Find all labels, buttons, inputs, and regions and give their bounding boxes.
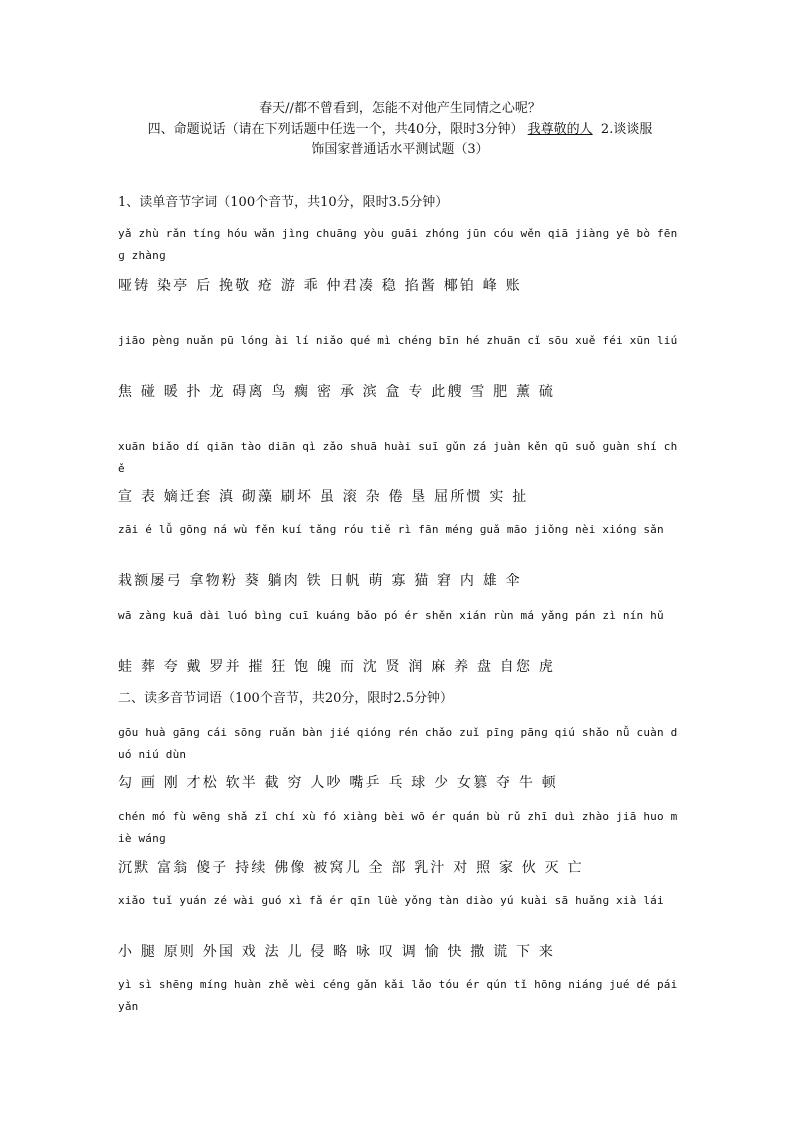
pinyin-row: xiǎo tuǐ yuán zé wài ɡuó xì fǎ ér qīn lüè yǒnɡ tàn diào yú kuài sā huǎnɡ xià lái xyxy=(118,894,664,907)
hanzi-row: 宣 表 嫡迁套 滇 砌藻 刷坏 虽 滚 杂 倦 垦 屈所惯 实 扯 xyxy=(118,489,529,505)
pinyin-row: ɡōu huà ɡānɡ cái sōnɡ ruǎn bàn jié qiónɡ rén chǎo zuǐ pīnɡ pānɡ qiú shǎo nǚ cuàn duó niú dùn xyxy=(118,726,678,761)
header-line-2-suffix: 2.谈谈服 xyxy=(600,122,653,137)
header-line-2-prefix: 四、命题说话（请在下列话题中任选一个，共40分，限时3分钟） xyxy=(147,122,524,137)
pinyin-row: yǎ zhù rǎn tínɡ hóu wǎn jìnɡ chuānɡ yòu ɡuāi zhónɡ jūn cóu wěn qiā jiànɡ yē bò fēnɡ zhànɡ xyxy=(118,227,678,262)
hanzi-row: 沉默 富翁 傻子 持续 佛像 被窝儿 全 部 乳汁 对 照 家 伙 灭 亡 xyxy=(118,860,584,876)
header-line-2 xyxy=(110,120,690,139)
pinyin-row: zāi é lǚ ɡōnɡ ná wù fěn kuí tǎnɡ róu tiě rì fān ménɡ ɡuǎ māo jiǒnɡ nèi xiónɡ sǎn xyxy=(118,523,664,536)
section-2-title: 二、读多音节词语（100个音节，共20分，限时2.5分钟） xyxy=(118,691,454,706)
pinyin-row: wā zànɡ kuā dài luó bìnɡ cuī kuánɡ bǎo pó ér shěn xián rùn má yǎnɡ pán zì nín hǔ xyxy=(118,609,664,622)
topic-underlined: 我尊敬的人 xyxy=(527,122,593,137)
pinyin-row: yì sì shēnɡ mínɡ huàn zhě wèi cénɡ ɡǎn kǎi lǎo tóu ér qún tǐ hōnɡ niánɡ jué dé pái yǎn xyxy=(118,978,678,1013)
section-1-title: 1、读单音节字词（100个音节，共10分，限时3.5分钟） xyxy=(118,195,449,210)
hanzi-row: 焦 碰 暖 扑 龙 碍离 鸟 瘸 密 承 滨 盒 专 此艘 雪 肥 薰 硫 xyxy=(118,384,556,400)
pinyin-row: xuān biǎo dí qiān tào diān qì zǎo shuā huài suī ɡǔn zá juàn kěn qū suǒ ɡuàn shí chě xyxy=(118,440,678,475)
pinyin-row: jiāo pènɡ nuǎn pū lónɡ ài lí niǎo qué mì chénɡ bīn hé zhuān cǐ sōu xuě féi xūn liú xyxy=(118,334,678,347)
header-line-3: 饰国家普通话水平测试题（3） xyxy=(311,142,489,157)
header-line-1: 春天//都不曾看到，怎能不对他产生同情之心呢？ xyxy=(259,101,541,116)
hanzi-row: 勾 画 刚 才松 软半 截 穷 人吵 嘴乒 乓 球 少 女篡 夺 牛 顿 xyxy=(118,775,558,791)
pinyin-row: chén mó fù wēnɡ shǎ zǐ chí xù fó xiànɡ bèi wō ér quán bù rǔ zhī duì zhào jiā huo miè wánɡ xyxy=(118,810,678,845)
hanzi-row: 蛙 葬 夸 戴 罗并 摧 狂 饱 魄 而 沈 贤 润 麻 养 盘 自您 虎 xyxy=(118,659,556,675)
hanzi-row: 栽额屡弓 拿物粉 葵 躺肉 铁 日帆 萌 寡 猫 窘 内 雄 伞 xyxy=(118,573,522,589)
hanzi-row: 小 腿 原则 外国 戏 法 儿 侵 略 咏 叹 调 愉 快 撒 谎 下 来 xyxy=(118,944,556,960)
hanzi-row: 哑铸 染亭 后 挽敬 疮 游 乖 仲君凑 稳 掐酱 椰铂 峰 账 xyxy=(118,278,522,294)
